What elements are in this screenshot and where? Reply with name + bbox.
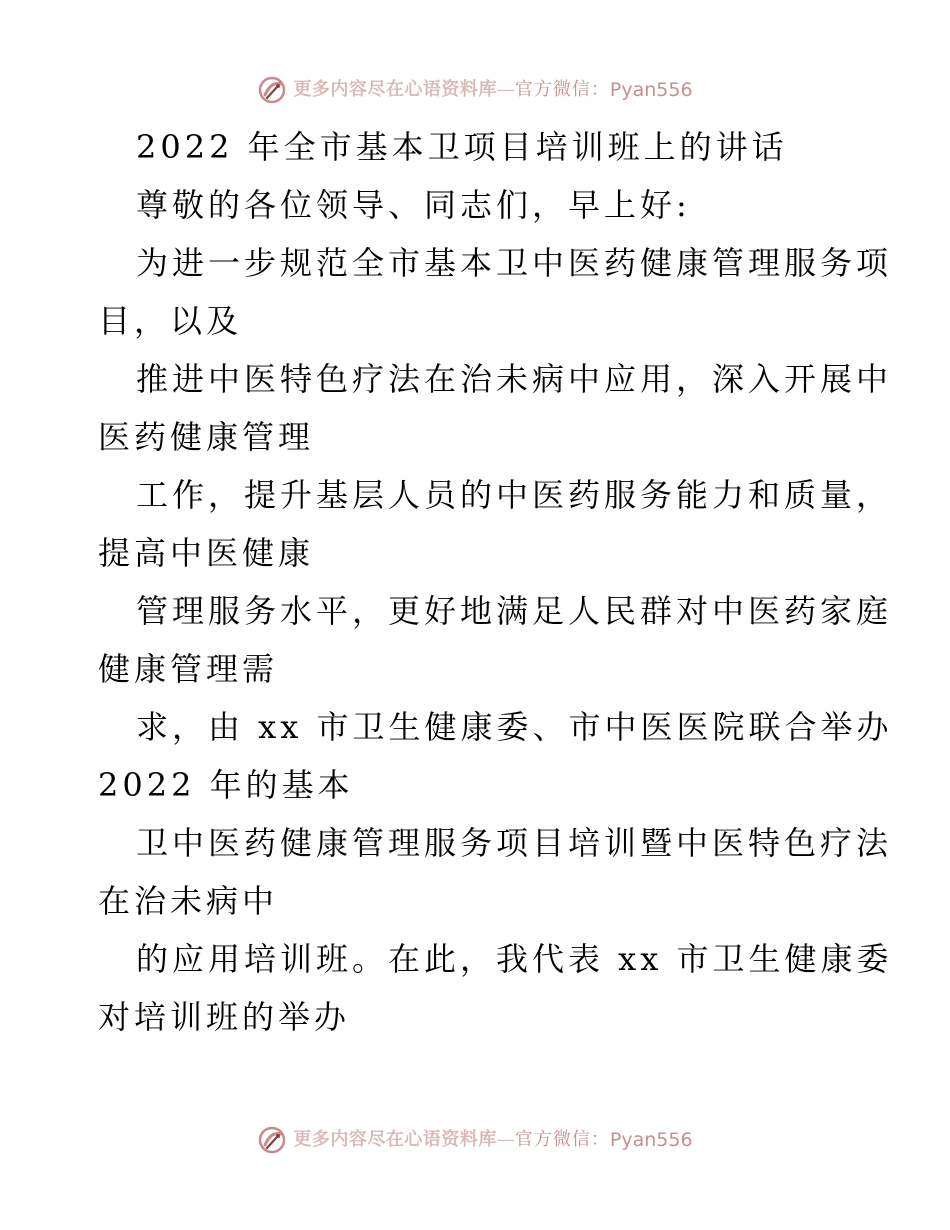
watermark-contact-label: 官方微信： (514, 1129, 610, 1150)
paragraph-line: 提高中医健康 (98, 534, 315, 572)
watermark-text: 更多内容尽在心语资料库 (293, 1129, 497, 1150)
paragraph-line: 的应用培训班。在此，我代表 xx 市卫生健康委 (136, 940, 893, 978)
document-greeting: 尊敬的各位领导、同志们，早上好: (136, 186, 691, 224)
watermark-contact-label: 官方微信： (514, 79, 610, 100)
watermark-separator: — (496, 79, 515, 100)
paragraph-line: 推进中医特色疗法在治未病中应用，深入开展中 (136, 360, 893, 398)
watermark-contact-id: Pyan556 (609, 1128, 693, 1151)
watermark-text: 更多内容尽在心语资料库 (293, 79, 497, 100)
watermark-separator: — (496, 1129, 515, 1150)
paragraph-line: 求，由 xx 市卫生健康委、市中医医院联合举办 (136, 708, 893, 746)
paragraph-line: 工作，提升基层人员的中医药服务能力和质量， (136, 476, 893, 514)
paragraph-line: 对培训班的举办 (98, 998, 351, 1036)
paragraph-line: 健康管理需 (98, 650, 279, 688)
paragraph-line: 管理服务水平，更好地满足人民群对中医药家庭 (136, 592, 893, 630)
swirl-logo-icon (257, 1125, 287, 1155)
footer-watermark (0, 1120, 950, 1160)
paragraph-line: 为进一步规范全市基本卫中医药健康管理服务项 (136, 244, 893, 282)
swirl-logo-icon (257, 75, 287, 105)
paragraph-line: 医药健康管理 (98, 418, 315, 456)
paragraph-line: 2022 年的基本 (98, 766, 354, 804)
paragraph-line: 目，以及 (98, 302, 243, 340)
paragraph-line: 卫中医药健康管理服务项目培训暨中医特色疗法 (136, 824, 893, 862)
document-title: 2022 年全市基本卫项目培训班上的讲话 (136, 128, 788, 166)
paragraph-line: 在治未病中 (98, 882, 279, 920)
header-watermark (0, 70, 950, 110)
watermark-contact-id: Pyan556 (609, 78, 693, 101)
document-body (98, 118, 893, 1046)
